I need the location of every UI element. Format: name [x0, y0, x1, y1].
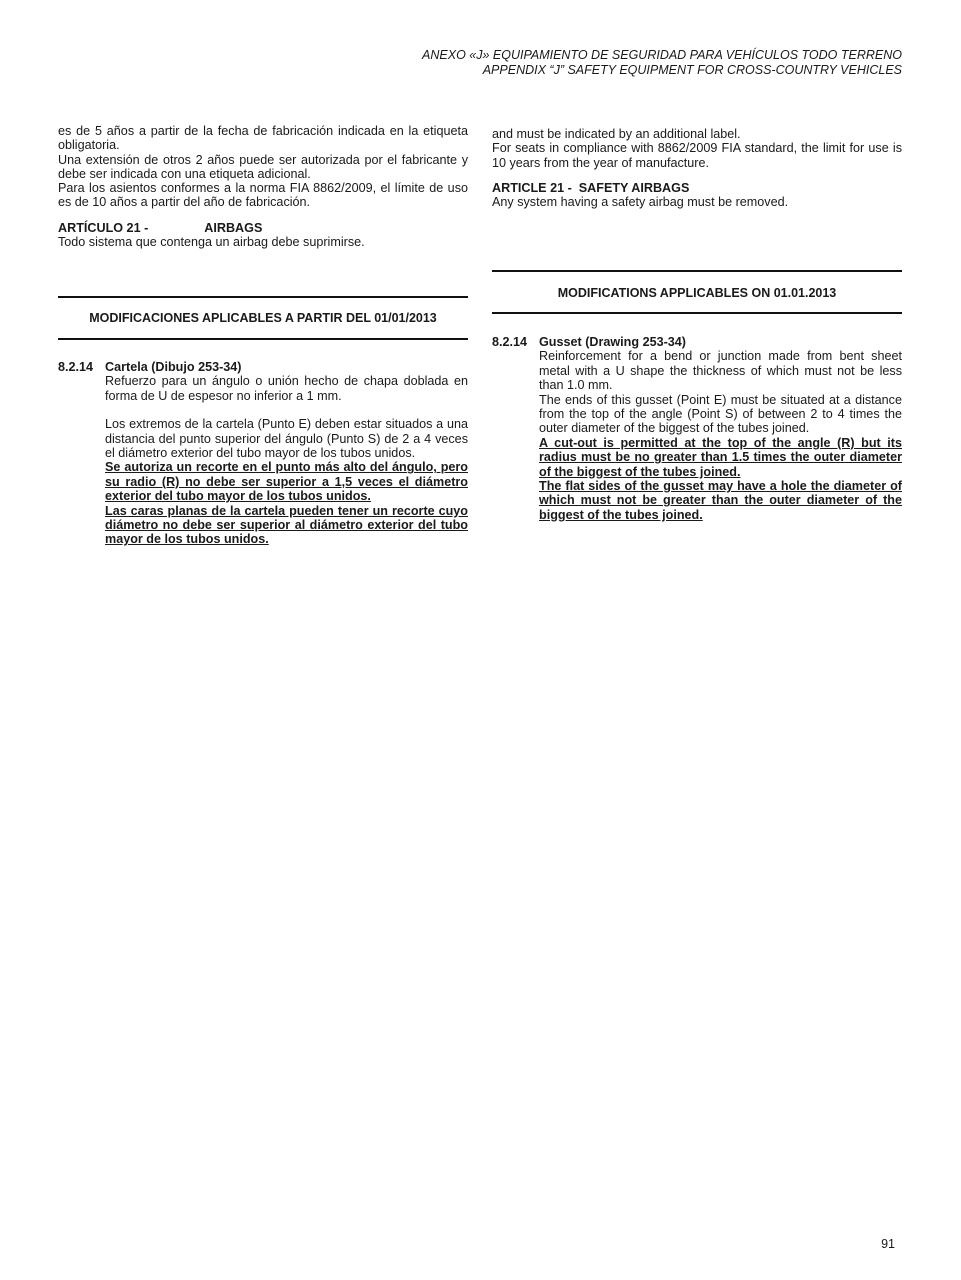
article-label: ARTICLE 21 - [492, 180, 572, 195]
paragraph: The ends of this gusset (Point E) must be situated at a distance from the top of the angle (Point S) of between 2 to 4 times the outer diameter of the biggest of the tubes joined. [539, 392, 902, 436]
amended-paragraph: The flat sides of the gusset may have a hole the diameter of which must not be greater than the outer diameter of the biggest of the tubes joined. [539, 479, 902, 522]
paragraph: Para los asientos conformes a la norma FIA 8862/2009, el límite de uso es de 10 años a partir del año de fabricación. [58, 181, 468, 210]
paragraph: Reinforcement for a bend or junction made from bent sheet metal with a U shape the thickness of which must not be less than 1.0 mm. [539, 349, 902, 393]
amended-paragraph: Se autoriza un recorte en el punto más alto del ángulo, pero su radio (R) no debe ser superior a 1,5 veces el diámetro exterior del tubo mayor de los tubos unidos. [105, 460, 468, 504]
section-title: Gusset (Drawing 253-34) [539, 335, 686, 349]
right-column [492, 127, 902, 209]
header-title-en: APPENDIX “J” SAFETY EQUIPMENT FOR CROSS-COUNTRY VEHICLES [482, 63, 902, 77]
article-text: Todo sistema que contenga un airbag debe suprimirse. [58, 235, 365, 250]
paragraph: and must be indicated by an additional label. [492, 127, 741, 141]
section-8-2-14-es [58, 360, 468, 547]
modifications-heading-text: MODIFICACIONES APLICABLES A PARTIR DEL 01/01/2013 [89, 311, 437, 325]
article-text: Any system having a safety airbag must be removed. [492, 195, 789, 210]
modifications-heading-text: MODIFICATIONS APPLICABLES ON 01.01.2013 [557, 286, 837, 300]
section-number: 8.2.14 [58, 360, 94, 374]
page-number: 91 [881, 1237, 895, 1251]
modifications-heading [492, 270, 902, 314]
paragraph: For seats in compliance with 8862/2009 FIA standard, the limit for use is 10 years from the year of manufacture. [492, 141, 902, 170]
amended-paragraph: A cut-out is permitted at the top of the angle (R) but its radius must be no greater than 1.5 times the outer diameter of the biggest of the tubes joined. [539, 435, 902, 479]
section-8-2-14-en [492, 335, 902, 522]
paragraph: es de 5 años a partir de la fecha de fabricación indicada en la etiqueta obligatoria. [58, 124, 468, 153]
paragraph: Una extensión de otros 2 años puede ser autorizada por el fabricante y debe ser indicada con una etiqueta adicional. [58, 152, 468, 181]
article-title: AIRBAGS [204, 220, 263, 235]
article-heading [58, 221, 468, 235]
article-heading [492, 181, 902, 195]
paragraph: Refuerzo para un ángulo o unión hecho de chapa doblada en forma de U de espesor no inferior a 1 mm. [105, 374, 468, 403]
article-label: ARTÍCULO 21 - [58, 220, 149, 235]
header-title-es: ANEXO «J» EQUIPAMIENTO DE SEGURIDAD PARA VEHÍCULOS TODO TERRENO [422, 48, 902, 62]
paragraph: Los extremos de la cartela (Punto E) deben estar situados a una distancia del punto superior del ángulo (Punto S) de 2 a 4 veces el diámetro exterior del tubo mayor de los tubos unidos. [105, 417, 468, 461]
modifications-heading [58, 296, 468, 340]
left-column [58, 124, 468, 249]
section-number: 8.2.14 [492, 335, 528, 349]
article-title: SAFETY AIRBAGS [578, 180, 690, 195]
page-header [422, 48, 902, 78]
amended-paragraph: Las caras planas de la cartela pueden tener un recorte cuyo diámetro no debe ser superior al diámetro exterior del tubo mayor de los tubos unidos. [105, 503, 468, 547]
section-title: Cartela (Dibujo 253-34) [105, 360, 242, 374]
